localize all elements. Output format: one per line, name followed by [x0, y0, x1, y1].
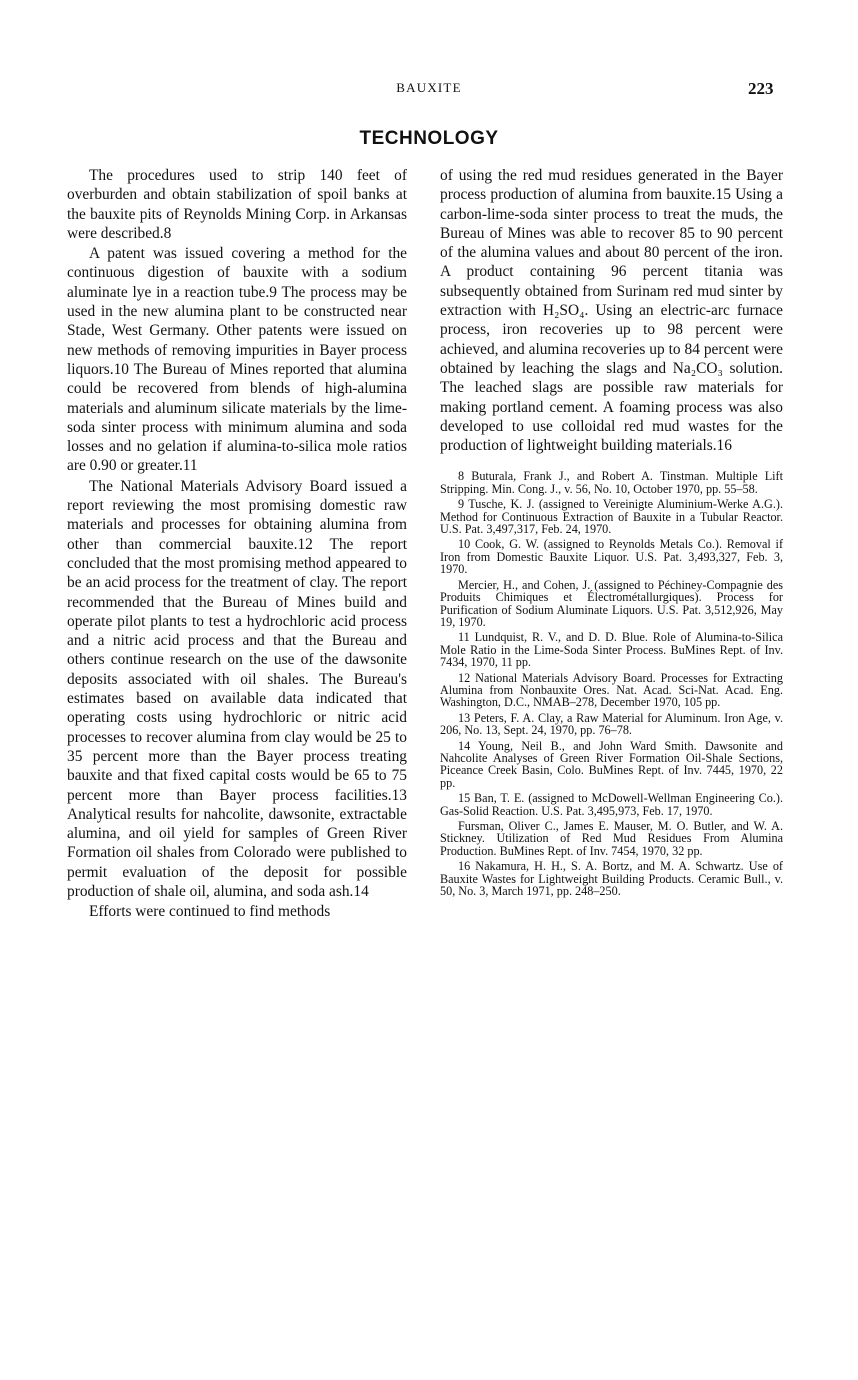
paragraph: The procedures used to strip 140 feet of overburden and obtain stabilization of spoil banks at the bauxite pits of Reynolds Mining Corp. in Arkansas were described.8 — [67, 167, 407, 242]
left-column — [67, 166, 407, 922]
page-number: 223 — [748, 79, 774, 98]
right-column — [440, 166, 783, 897]
running-head — [0, 80, 858, 100]
footnote: 13 Peters, F. A. Clay, a Raw Material for Aluminum. Iron Age, v. 206, No. 13, Sept. 24, 1970, pp. 76–78. — [440, 710, 783, 738]
footnote: Mercier, H., and Cohen, J. (assigned to Péchiney-Compagnie des Produits Chimiques et Électrométallurgiques). Process for Purification of Sodium Aluminate Liquors. U.S. Pat. 3,512,926, May 19, 1970. — [440, 577, 783, 629]
paragraph: The National Materials Advisory Board issued a report reviewing the most promising domestic raw materials and processes for obtaining alumina from other than commercial bauxite.12 The report concluded that the most promising method appeared to be an acid process for the treatment of clay. The report recommended that the Bureau of Mines build and operate pilot plants to test a hydrochloric acid process and a nitric acid process and that the Bureau and others continue research on the use of the dawsonite deposits associated with oil shales. The Bureau's estimates based on available data indicated that operating costs using hydrochloric or nitric acid processes to recover alumina from clay would be 25 to 35 percent more than the Bayer process treating bauxite and that fixed capital costs would be 65 to 75 percent more than Bayer process facilities.13 Analytical results for nahcolite, dawsonite, extractable alumina, and oil yield for samples of Green River Formation oil shales from Colorado were published to permit evaluation of the deposit for possible production of shale oil, alumina, and soda ash.14 — [67, 477, 407, 900]
footnote: 8 Buturala, Frank J., and Robert A. Tinstman. Multiple Lift Stripping. Min. Cong. J., v. 56, No. 10, October 1970, pp. 55–58. — [440, 469, 783, 496]
footnotes — [440, 470, 783, 897]
running-title: BAUXITE — [396, 80, 462, 95]
footnote: 14 Young, Neil B., and John Ward Smith. Dawsonite and Nahcolite Analyses of Green River Formation Oil-Shale Sections, Piceance Creek Basin, Colo. BuMines Rept. of Inv. 7445, 1970, 22 pp. — [440, 738, 783, 790]
paragraph: A patent was issued covering a method for the continuous digestion of bauxite with a sodium aluminate lye in a reaction tube.9 The process may be used in the new alumina plant to be constructed near Stade, West Germany. Other patents were issued on new methods of removing impurities in Bayer process liquors.10 The Bureau of Mines reported that alumina could be recovered from blends of high-alumina materials and aluminum silicate materials by the lime-soda sinter process with minimum alumina and soda losses and no gelation if alumina-to-silica mole ratios are 0.90 or greater.11 — [67, 245, 407, 475]
footnote: 16 Nakamura, H. H., S. A. Bortz, and M. A. Schwartz. Use of Bauxite Wastes for Lightweight Building Products. Ceramic Bull., v. 50, No. 3, March 1971, pp. 248–250. — [440, 859, 783, 899]
section-heading: TECHNOLOGY — [359, 128, 499, 149]
footnote: 10 Cook, G. W. (assigned to Reynolds Metals Co.). Removal if Iron from Domestic Bauxite Liquor. U.S. Pat. 3,493,327, Feb. 3, 1970. — [440, 537, 783, 577]
footnote: 15 Ban, T. E. (assigned to McDowell-Wellman Engineering Co.). Gas-Solid Reaction. U.S. Pat. 3,495,973, Feb. 17, 1970. — [440, 791, 783, 818]
footnote: Fursman, Oliver C., James E. Mauser, M. O. Butler, and W. A. Stickney. Utilization of Red Mud Residues From Alumina Production. BuMines Rept. of Inv. 7454, 1970, 32 pp. — [440, 819, 783, 858]
footnote: 9 Tusche, K. J. (assigned to Vereinigte Aluminium-Werke A.G.). Method for Continuous Extraction of Bauxite in a Tubular Reactor. U.S. Pat. 3,497,317, Feb. 24, 1970. — [440, 497, 783, 537]
paragraph: Efforts were continued to find methods — [89, 903, 331, 921]
footnote: 12 National Materials Advisory Board. Processes for Extracting Alumina from Nonbauxite Ores. Nat. Acad. Sci-Nat. Acad. Eng. Washington, D.C., NMAB–278, December 1970, 105 pp. — [440, 670, 783, 710]
footnote: 11 Lundquist, R. V., and D. D. Blue. Role of Alumina-to-Silica Mole Ratio in the Lime-Soda Sinter Process. BuMines Rept. of Inv. 7434, 1970, 11 pp. — [440, 630, 783, 670]
paragraph: of using the red mud residues generated in the Bayer process production of alumina from bauxite.15 Using a carbon-lime-soda sinter process to treat the muds, the Bureau of Mines was able to recover 85 to 90 percent of the alumina values and about 80 percent of the iron. A product containing 96 percent titania was subsequently obtained from Surinam red mud sinter by extraction with H₂SO₄. Using an electric-arc furnace process, iron recoveries up to 98 percent were achieved, and alumina recoveries up to 84 percent were obtained by leaching the slags and Na₂CO₃ solution. The leached slags are possible raw materials for making portland cement. A foaming process was also developed to use colloidal red mud wastes for the production of lightweight building materials.16 — [440, 167, 783, 455]
